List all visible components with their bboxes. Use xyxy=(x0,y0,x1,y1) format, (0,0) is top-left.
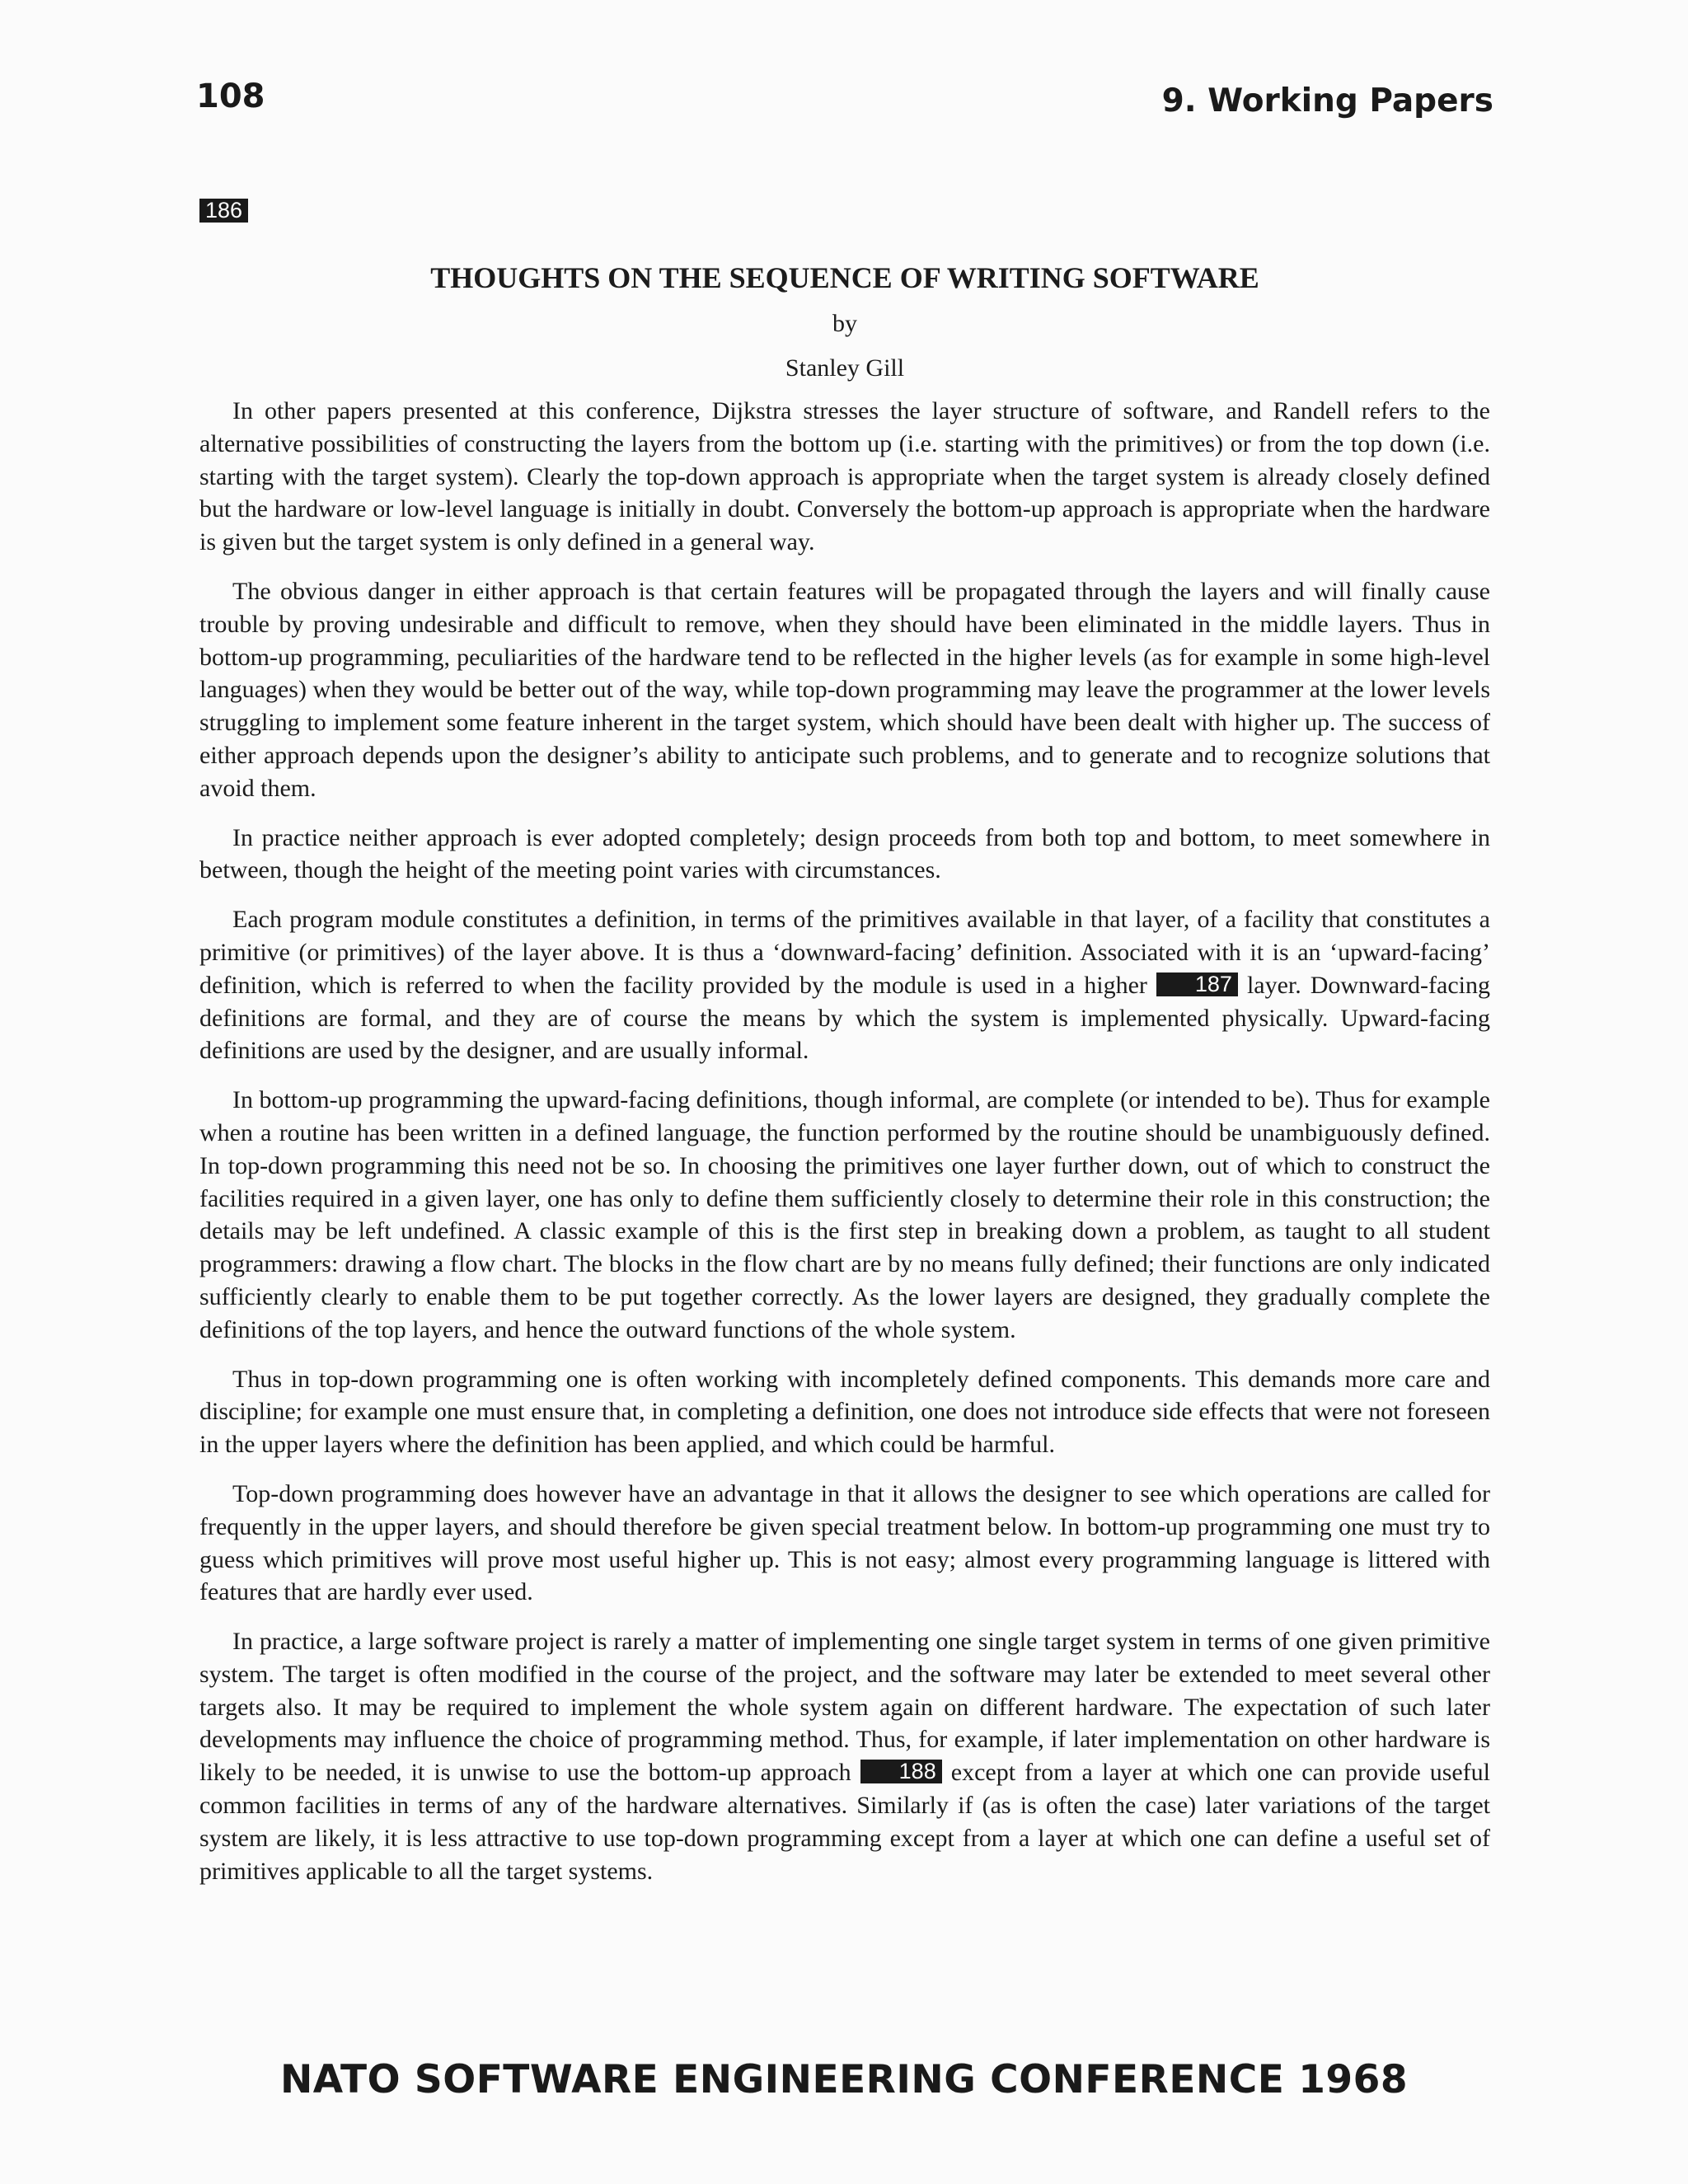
author-name: Stanley Gill xyxy=(785,354,905,382)
paragraph-7: Top-down programming does however have an advantage in that it allows the designer to see which operations are called for frequently in the upper layers, and should therefore be given special treatment below. In bottom-up programming one must try to guess which primitives will prove most useful higher up. This is not easy; almost every programming language is littered with features that are hardly ever used. xyxy=(199,1479,1490,1606)
article-title: THOUGHTS ON THE SEQUENCE OF WRITING SOFTWARE xyxy=(430,261,1259,294)
paragraph-8-part-a: In practice, a large software project is rarely a matter of implementing one single target system in terms of one given primitive system. The target is often modified in the course of the project, and the software may later be extended to meet several other targets also. It may be required to implement the whole system again on different hardware. The expectation of such later developments may influence the choice of programming method. Thus, for example, if later implementation on other hardware is likely to be needed, it is unwise to use the bottom-up approach xyxy=(199,1628,1490,1787)
paragraph-6: Thus in top-down programming one is often working with incompletely defined components. This demands more care and discipline; for example one must ensure that, in completing a definition, one does not introduce side effects that were not foreseen in the upper layers where the definition has been applied, and which could be harmful. xyxy=(199,1365,1490,1459)
paragraph-8 xyxy=(199,1625,1490,1887)
paragraph-3: In practice neither approach is ever adopted completely; design proceeds from both top and bottom, to meet somewhere in between, though the height of the meeting point varies with circumstances. xyxy=(199,823,1490,884)
conference-footer: NATO SOFTWARE ENGINEERING CONFERENCE 1968 xyxy=(279,2057,1409,2102)
marker-186-container xyxy=(199,199,248,223)
article-body xyxy=(199,260,1490,1904)
paragraph-8-part-b: except from a layer at which one can provide useful common facilities in terms of any of the hardware alternatives. Similarly if (as is often the case) later variations of the target system are likely, it is less attractive to use top-down programming except from a layer at which one can define a useful set of primitives applicable to all the target systems. xyxy=(199,1759,1491,1885)
paragraph-4-part-a: Each program module constitutes a definition, in terms of the primitives available in that layer, of a facility that constitutes a primitive (or primitives) of the layer above. It is thus a ‘downward-facing’ definition. Associated with it is an ‘upward-facing’ definition, which is referred to when the facility provided by the module is used in a higher xyxy=(199,906,1490,999)
page-number: 108 xyxy=(196,77,265,115)
page-marker-188: 188 xyxy=(860,1760,942,1783)
page-marker-186: 186 xyxy=(199,199,248,223)
paragraph-4 xyxy=(199,903,1490,1067)
paragraph-4-part-b: layer. Downward-facing definitions are formal, and they are of course the means by which the system is implemented physically. Upward-facing definitions are used by the designer, and are usually informal. xyxy=(199,971,1490,1065)
paragraph-5: In bottom-up programming the upward-facing definitions, though informal, are complete (or intended to be). Thus for example when a routine has been written in a defined language, the function performed by the routine should be unambiguously defined. In top-down programming this need not be so. In choosing the primitives one layer further down, out of which to construct the facilities required in a given layer, one has only to define them sufficiently closely to determine their role in this construction; the details may be left undefined. A classic example of this is the first step in breaking down a problem, as taught to all student programmers: drawing a flow chart. The blocks in the flow chart are by no means fully defined; their functions are only indicated sufficiently clearly to enable them to be put together correctly. As the lower layers are designed, they gradually complete the definitions of the top layers, and hence the outward functions of the whole system. xyxy=(199,1086,1490,1343)
section-title: 9. Working Papers xyxy=(1161,82,1493,120)
paragraph-1: In other papers presented at this conference, Dijkstra stresses the layer structure of software, and Randell refers to the alternative possibilities of constructing the layers from the bottom up (i.e. starting with the primitives) or from the top down (i.e. starting with the target system). Clearly the top-down approach is appropriate when the target system is already closely defined but the hardware or low-level language is initially in doubt. Conversely the bottom-up approach is appropriate when the hardware is given but the target system is only defined in a general way. xyxy=(199,397,1490,556)
page-marker-187: 187 xyxy=(1156,972,1238,996)
byline-by: by xyxy=(832,310,857,337)
paragraph-2: The obvious danger in either approach is that certain features will be propagated through the layers and will finally cause trouble by proving undesirable and difficult to remove, when they should have been eliminated in the middle layers. Thus in bottom-up programming, peculiarities of the hardware tend to be reflected in the higher levels (as for example in some high-level languages) when they would be better out of the way, while top-down programming may leave the programmer at the lower levels struggling to implement some feature inherent in the target system, which should have been dealt with higher up. The success of either approach depends upon the designer’s ability to anticipate such problems, and to generate and to recognize solutions that avoid them. xyxy=(199,577,1490,802)
